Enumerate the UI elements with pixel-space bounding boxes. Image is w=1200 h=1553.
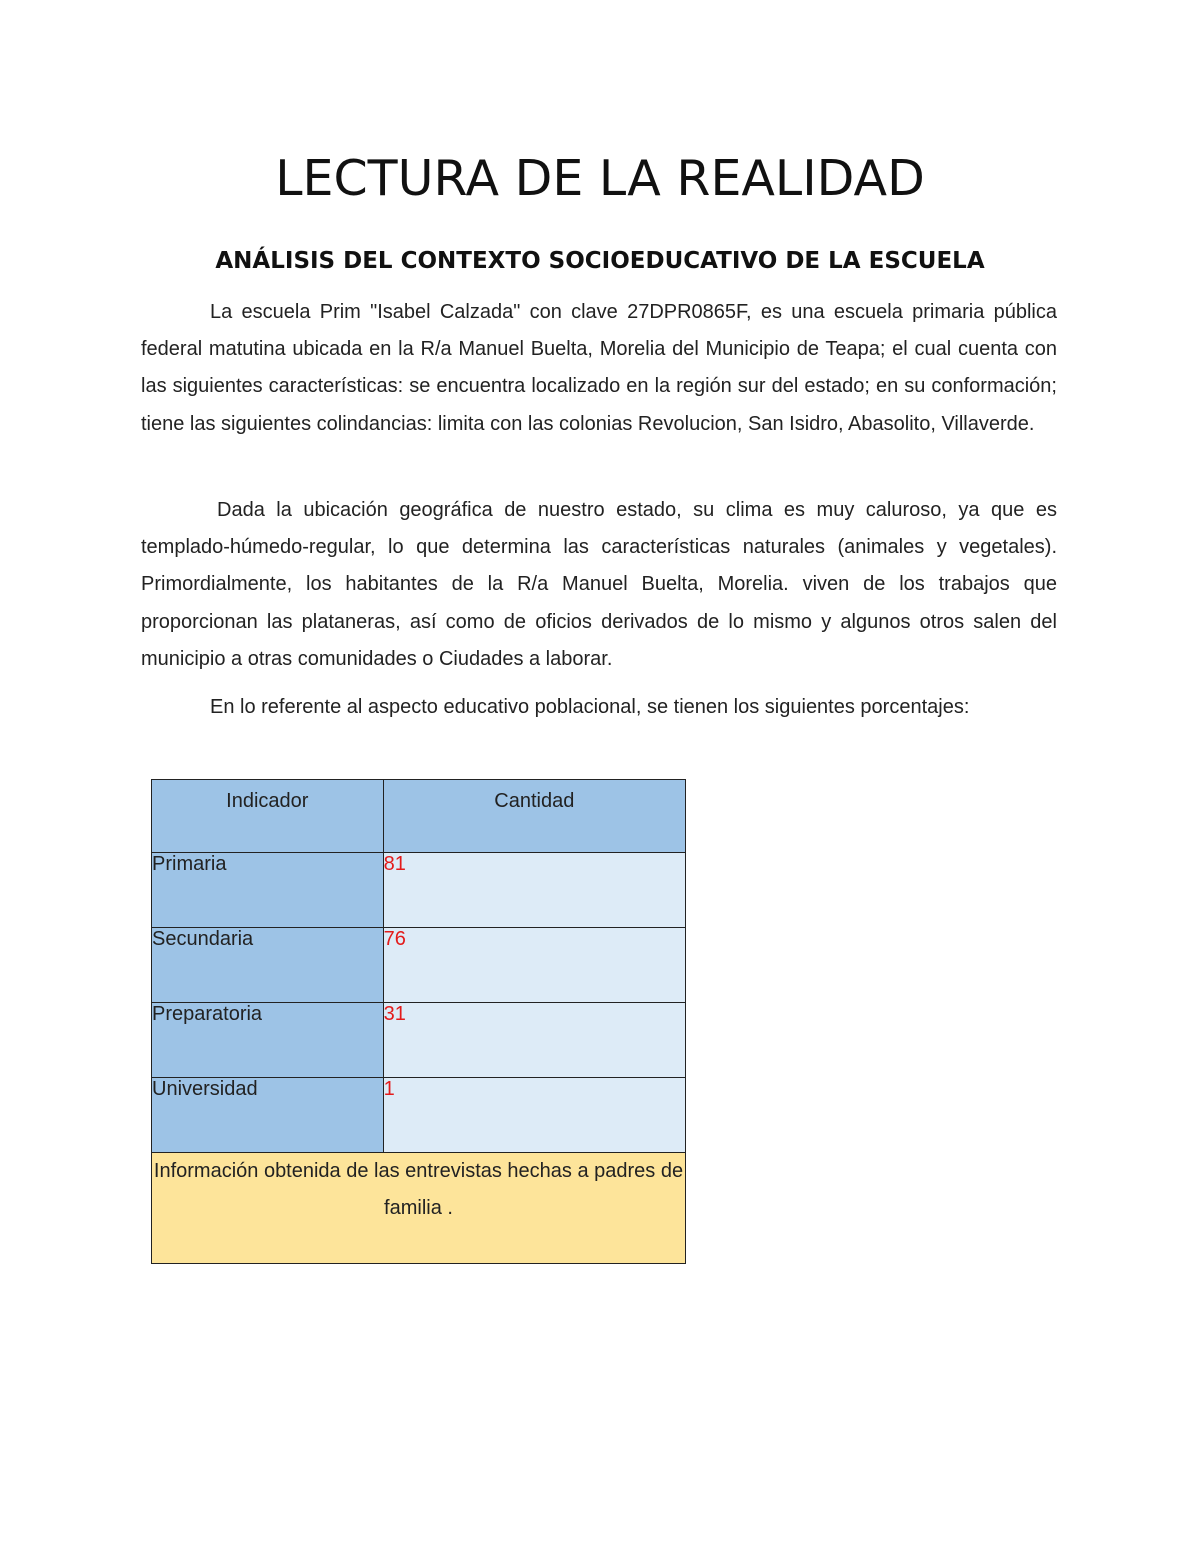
header-cantidad: Cantidad [383, 780, 685, 853]
paragraph-school-description: La escuela Prim "Isabel Calzada" con clave 27DPR0865F, es una escuela primaria pública federal matutina ubicada en la R/a Manuel Buelta, Morelia del Municipio de Teapa; el cual cuenta con las siguientes características: se encuentra localizado en la región sur del estado; en su conformación; tiene las siguientes colindancias: limita con las colonias Revolucion, San Isidro, Abasolito, Villaverde. [141, 301, 1057, 435]
cantidad-cell: 31 [383, 1003, 685, 1078]
indicador-cell: Primaria [152, 853, 384, 928]
table-row [152, 928, 686, 1003]
indicador-cell: Universidad [152, 1078, 384, 1153]
header-indicador: Indicador [152, 780, 384, 853]
cantidad-cell: 1 [383, 1078, 685, 1153]
paragraph-geography-climate: Dada la ubicación geográfica de nuestro estado, su clima es muy caluroso, ya que es templado-húmedo-regular, lo que determina las características naturales (animales y vegetales). Primordialmente, los habitantes de la R/a Manuel Buelta, Morelia. viven de los trabajos que proporcionan las plataneras, así como de oficios derivados de lo mismo y algunos otros salen del municipio a otras comunidades o Ciudades a laborar. [141, 499, 1057, 670]
education-table-container [151, 779, 687, 1264]
indicador-cell: Preparatoria [152, 1003, 384, 1078]
table-row [152, 853, 686, 928]
table-note-row [152, 1153, 686, 1264]
page-title: LECTURA DE LA REALIDAD [275, 150, 925, 207]
section-subtitle: ANÁLISIS DEL CONTEXTO SOCIOEDUCATIVO DE LA ESCUELA [215, 248, 985, 274]
indicador-cell: Secundaria [152, 928, 384, 1003]
table-source-note: Información obtenida de las entrevistas hechas a padres de familia . [152, 1153, 686, 1264]
cantidad-cell: 76 [383, 928, 685, 1003]
table-row [152, 1078, 686, 1153]
table-row [152, 1003, 686, 1078]
cantidad-cell: 81 [383, 853, 685, 928]
education-table [151, 779, 686, 1264]
paragraph-educational-intro: En lo referente al aspecto educativo poblacional, se tienen los siguientes porcentajes: [210, 696, 970, 718]
table-header-row [152, 780, 686, 853]
